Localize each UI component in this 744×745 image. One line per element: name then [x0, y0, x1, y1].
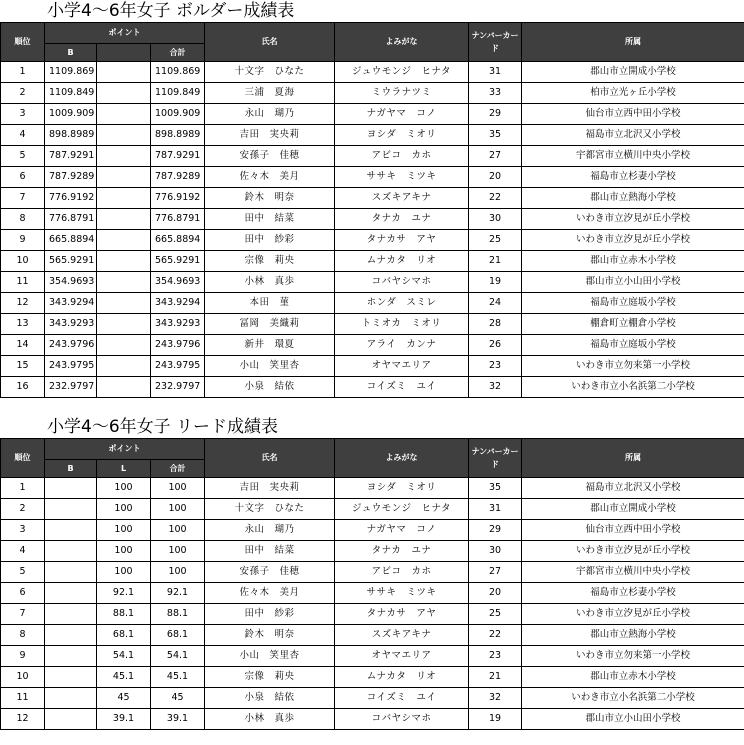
- table-row: [1, 604, 744, 625]
- total-cell: 243.9795: [151, 356, 205, 377]
- rank-cell: 16: [1, 377, 45, 398]
- name-cell: 安孫子 佳穂: [205, 562, 335, 583]
- header-b: B: [45, 460, 97, 478]
- b-points-cell: 243.9795: [45, 356, 97, 377]
- total-cell: 88.1: [151, 604, 205, 625]
- yomi-cell: ジュウモンジ ヒナタ: [335, 499, 469, 520]
- b-points-cell: 1109.869: [45, 62, 97, 83]
- b-points-cell: 354.9693: [45, 272, 97, 293]
- table-row: [1, 541, 744, 562]
- rank-cell: 9: [1, 646, 45, 667]
- l-points-cell: 92.1: [97, 583, 151, 604]
- number-cell: 22: [469, 625, 522, 646]
- total-cell: 100: [151, 478, 205, 499]
- table-row: [1, 125, 744, 146]
- number-cell: 22: [469, 188, 522, 209]
- school-cell: いわき市立汐見が丘小学校: [522, 230, 744, 251]
- b-points-cell: [45, 709, 97, 730]
- table-row: [1, 146, 744, 167]
- yomi-cell: コバヤシマホ: [335, 709, 469, 730]
- b-points-cell: 343.9294: [45, 293, 97, 314]
- yomi-cell: ササキ ミツキ: [335, 167, 469, 188]
- table-row: [1, 667, 744, 688]
- total-cell: 232.9797: [151, 377, 205, 398]
- total-cell: 1109.869: [151, 62, 205, 83]
- rank-cell: 1: [1, 62, 45, 83]
- b-points-cell: 343.9293: [45, 314, 97, 335]
- rank-cell: 2: [1, 499, 45, 520]
- header-number: ナンバーカード: [469, 23, 522, 62]
- school-cell: 宇都宮市立横川中央小学校: [522, 562, 744, 583]
- table-row: [1, 188, 744, 209]
- rank-cell: 3: [1, 520, 45, 541]
- rank-cell: 7: [1, 188, 45, 209]
- rank-cell: 4: [1, 125, 45, 146]
- blank-cell: [97, 251, 151, 272]
- school-cell: 郡山市立小山田小学校: [522, 709, 744, 730]
- name-cell: 十文字 ひなた: [205, 62, 335, 83]
- school-cell: 福島市立杉妻小学校: [522, 167, 744, 188]
- b-points-cell: [45, 562, 97, 583]
- yomi-cell: ムナカタ リオ: [335, 251, 469, 272]
- name-cell: 田中 紗彩: [205, 604, 335, 625]
- school-cell: いわき市立汐見が丘小学校: [522, 604, 744, 625]
- table-row: [1, 251, 744, 272]
- table-row: [1, 167, 744, 188]
- number-cell: 31: [469, 62, 522, 83]
- number-cell: 33: [469, 83, 522, 104]
- l-points-cell: 45.1: [97, 667, 151, 688]
- name-cell: 小林 真歩: [205, 709, 335, 730]
- school-cell: 福島市立北沢又小学校: [522, 125, 744, 146]
- b-points-cell: [45, 646, 97, 667]
- yomi-cell: アビコ カホ: [335, 146, 469, 167]
- total-cell: 776.8791: [151, 209, 205, 230]
- yomi-cell: ササキ ミツキ: [335, 583, 469, 604]
- number-cell: 21: [469, 251, 522, 272]
- table-row: [1, 377, 744, 398]
- school-cell: 郡山市立熱海小学校: [522, 625, 744, 646]
- table-row: [1, 520, 744, 541]
- yomi-cell: オヤマエリア: [335, 356, 469, 377]
- number-cell: 20: [469, 583, 522, 604]
- number-cell: 27: [469, 562, 522, 583]
- school-cell: 郡山市立赤木小学校: [522, 667, 744, 688]
- number-cell: 35: [469, 125, 522, 146]
- total-cell: 1109.849: [151, 83, 205, 104]
- header-total: 合計: [151, 44, 205, 62]
- b-points-cell: 787.9291: [45, 146, 97, 167]
- table-row: [1, 646, 744, 667]
- b-points-cell: 1009.909: [45, 104, 97, 125]
- blank-cell: [97, 230, 151, 251]
- number-cell: 20: [469, 167, 522, 188]
- name-cell: 新井 環夏: [205, 335, 335, 356]
- b-points-cell: [45, 667, 97, 688]
- number-cell: 26: [469, 335, 522, 356]
- total-cell: 100: [151, 499, 205, 520]
- name-cell: 鈴木 明奈: [205, 188, 335, 209]
- header-yomi: よみがな: [335, 439, 469, 478]
- name-cell: 吉田 実央莉: [205, 125, 335, 146]
- rank-cell: 8: [1, 209, 45, 230]
- header-name: 氏名: [205, 439, 335, 478]
- total-cell: 45: [151, 688, 205, 709]
- name-cell: 永山 瑚乃: [205, 104, 335, 125]
- b-points-cell: 776.9192: [45, 188, 97, 209]
- yomi-cell: コバヤシマホ: [335, 272, 469, 293]
- school-cell: 郡山市立開成小学校: [522, 499, 744, 520]
- school-cell: いわき市立汐見が丘小学校: [522, 541, 744, 562]
- school-cell: 郡山市立開成小学校: [522, 62, 744, 83]
- school-cell: 柏市立光ヶ丘小学校: [522, 83, 744, 104]
- yomi-cell: スズキアキナ: [335, 188, 469, 209]
- header-yomi: よみがな: [335, 23, 469, 62]
- b-points-cell: [45, 604, 97, 625]
- total-cell: 665.8894: [151, 230, 205, 251]
- total-cell: 54.1: [151, 646, 205, 667]
- total-cell: 92.1: [151, 583, 205, 604]
- b-points-cell: [45, 688, 97, 709]
- number-cell: 30: [469, 209, 522, 230]
- table-row: [1, 356, 744, 377]
- lead-title: 小学4～6年女子 リード成績表: [47, 417, 279, 437]
- table-row: [1, 709, 744, 730]
- total-cell: 243.9796: [151, 335, 205, 356]
- rank-cell: 12: [1, 709, 45, 730]
- yomi-cell: ナガヤマ コノ: [335, 520, 469, 541]
- l-points-cell: 100: [97, 520, 151, 541]
- rank-cell: 12: [1, 293, 45, 314]
- yomi-cell: ヨシダ ミオリ: [335, 478, 469, 499]
- total-cell: 787.9291: [151, 146, 205, 167]
- b-points-cell: 787.9289: [45, 167, 97, 188]
- school-cell: 棚倉町立棚倉小学校: [522, 314, 744, 335]
- table-row: [1, 688, 744, 709]
- b-points-cell: 565.9291: [45, 251, 97, 272]
- yomi-cell: ナガヤマ コノ: [335, 104, 469, 125]
- header-blank: [97, 44, 151, 62]
- b-points-cell: 243.9796: [45, 335, 97, 356]
- number-cell: 19: [469, 272, 522, 293]
- school-cell: 福島市立北沢又小学校: [522, 478, 744, 499]
- table-row: [1, 209, 744, 230]
- table-row: [1, 562, 744, 583]
- number-cell: 28: [469, 314, 522, 335]
- boulder-table: [0, 22, 744, 398]
- number-cell: 24: [469, 293, 522, 314]
- rank-cell: 11: [1, 688, 45, 709]
- rank-cell: 15: [1, 356, 45, 377]
- blank-cell: [97, 188, 151, 209]
- table-row: [1, 62, 744, 83]
- rank-cell: 5: [1, 146, 45, 167]
- school-cell: 福島市立庭坂小学校: [522, 293, 744, 314]
- total-cell: 68.1: [151, 625, 205, 646]
- blank-cell: [97, 272, 151, 293]
- boulder-title: 小学4～6年女子 ボルダー成績表: [47, 1, 295, 21]
- total-cell: 39.1: [151, 709, 205, 730]
- boulder-body: [1, 62, 744, 398]
- table-row: [1, 335, 744, 356]
- number-cell: 29: [469, 104, 522, 125]
- table-row: [1, 478, 744, 499]
- b-points-cell: 232.9797: [45, 377, 97, 398]
- table-row: [1, 230, 744, 251]
- name-cell: 田中 結菜: [205, 541, 335, 562]
- number-cell: 29: [469, 520, 522, 541]
- name-cell: 田中 紗彩: [205, 230, 335, 251]
- table-row: [1, 314, 744, 335]
- name-cell: 田中 結菜: [205, 209, 335, 230]
- rank-cell: 6: [1, 583, 45, 604]
- yomi-cell: ジュウモンジ ヒナタ: [335, 62, 469, 83]
- name-cell: 鈴木 明奈: [205, 625, 335, 646]
- table-row: [1, 293, 744, 314]
- school-cell: いわき市立勿来第一小学校: [522, 646, 744, 667]
- school-cell: 仙台市立西中田小学校: [522, 520, 744, 541]
- l-points-cell: 100: [97, 562, 151, 583]
- number-cell: 32: [469, 688, 522, 709]
- school-cell: いわき市立勿来第一小学校: [522, 356, 744, 377]
- total-cell: 787.9289: [151, 167, 205, 188]
- yomi-cell: トミオカ ミオリ: [335, 314, 469, 335]
- name-cell: 永山 瑚乃: [205, 520, 335, 541]
- header-number: ナンバーカード: [469, 439, 522, 478]
- total-cell: 100: [151, 541, 205, 562]
- b-points-cell: [45, 478, 97, 499]
- total-cell: 1009.909: [151, 104, 205, 125]
- rank-cell: 2: [1, 83, 45, 104]
- rank-cell: 13: [1, 314, 45, 335]
- l-points-cell: 88.1: [97, 604, 151, 625]
- school-cell: いわき市立小名浜第二小学校: [522, 377, 744, 398]
- header-rank: 順位: [1, 23, 45, 62]
- blank-cell: [97, 377, 151, 398]
- blank-cell: [97, 293, 151, 314]
- header-school: 所属: [522, 23, 744, 62]
- name-cell: 冨岡 美織莉: [205, 314, 335, 335]
- yomi-cell: アライ カンナ: [335, 335, 469, 356]
- rank-cell: 7: [1, 604, 45, 625]
- name-cell: 小山 笑里杏: [205, 356, 335, 377]
- number-cell: 32: [469, 377, 522, 398]
- rank-cell: 14: [1, 335, 45, 356]
- number-cell: 27: [469, 146, 522, 167]
- school-cell: 福島市立庭坂小学校: [522, 335, 744, 356]
- total-cell: 898.8989: [151, 125, 205, 146]
- l-points-cell: 39.1: [97, 709, 151, 730]
- yomi-cell: オヤマエリア: [335, 646, 469, 667]
- header-points: ポイント: [45, 439, 205, 460]
- name-cell: 佐々木 美月: [205, 583, 335, 604]
- school-cell: 郡山市立小山田小学校: [522, 272, 744, 293]
- header-b: B: [45, 44, 97, 62]
- b-points-cell: [45, 499, 97, 520]
- total-cell: 343.9294: [151, 293, 205, 314]
- name-cell: 三浦 夏海: [205, 83, 335, 104]
- total-cell: 343.9293: [151, 314, 205, 335]
- lead-table: [0, 438, 744, 730]
- table-row: [1, 104, 744, 125]
- b-points-cell: [45, 583, 97, 604]
- b-points-cell: [45, 625, 97, 646]
- school-cell: 郡山市立熱海小学校: [522, 188, 744, 209]
- name-cell: 小山 笑里杏: [205, 646, 335, 667]
- l-points-cell: 100: [97, 478, 151, 499]
- l-points-cell: 100: [97, 499, 151, 520]
- yomi-cell: ムナカタ リオ: [335, 667, 469, 688]
- total-cell: 354.9693: [151, 272, 205, 293]
- b-points-cell: 776.8791: [45, 209, 97, 230]
- yomi-cell: コイズミ ユイ: [335, 377, 469, 398]
- school-cell: 郡山市立赤木小学校: [522, 251, 744, 272]
- yomi-cell: タナカサ アヤ: [335, 604, 469, 625]
- school-cell: いわき市立小名浜第二小学校: [522, 688, 744, 709]
- blank-cell: [97, 146, 151, 167]
- table-row: [1, 83, 744, 104]
- number-cell: 23: [469, 356, 522, 377]
- number-cell: 31: [469, 499, 522, 520]
- number-cell: 30: [469, 541, 522, 562]
- header-total: 合計: [151, 460, 205, 478]
- name-cell: 十文字 ひなた: [205, 499, 335, 520]
- school-cell: いわき市立汐見が丘小学校: [522, 209, 744, 230]
- rank-cell: 3: [1, 104, 45, 125]
- l-points-cell: 100: [97, 541, 151, 562]
- name-cell: 小泉 結依: [205, 377, 335, 398]
- blank-cell: [97, 125, 151, 146]
- blank-cell: [97, 83, 151, 104]
- total-cell: 776.9192: [151, 188, 205, 209]
- name-cell: 小泉 結依: [205, 688, 335, 709]
- yomi-cell: コイズミ ユイ: [335, 688, 469, 709]
- yomi-cell: ミウラナツミ: [335, 83, 469, 104]
- rank-cell: 6: [1, 167, 45, 188]
- blank-cell: [97, 209, 151, 230]
- b-points-cell: [45, 520, 97, 541]
- rank-cell: 4: [1, 541, 45, 562]
- blank-cell: [97, 62, 151, 83]
- school-cell: 宇都宮市立横川中央小学校: [522, 146, 744, 167]
- name-cell: 佐々木 美月: [205, 167, 335, 188]
- yomi-cell: タナカ ユナ: [335, 209, 469, 230]
- header-school: 所属: [522, 439, 744, 478]
- yomi-cell: タナカ ユナ: [335, 541, 469, 562]
- lead-body: [1, 478, 744, 730]
- table-row: [1, 272, 744, 293]
- b-points-cell: 898.8989: [45, 125, 97, 146]
- total-cell: 565.9291: [151, 251, 205, 272]
- school-cell: 仙台市立西中田小学校: [522, 104, 744, 125]
- name-cell: 本田 菫: [205, 293, 335, 314]
- yomi-cell: ヨシダ ミオリ: [335, 125, 469, 146]
- rank-cell: 5: [1, 562, 45, 583]
- b-points-cell: [45, 541, 97, 562]
- number-cell: 25: [469, 230, 522, 251]
- l-points-cell: 54.1: [97, 646, 151, 667]
- header-name: 氏名: [205, 23, 335, 62]
- rank-cell: 1: [1, 478, 45, 499]
- rank-cell: 11: [1, 272, 45, 293]
- table-row: [1, 625, 744, 646]
- number-cell: 23: [469, 646, 522, 667]
- yomi-cell: アビコ カホ: [335, 562, 469, 583]
- total-cell: 100: [151, 562, 205, 583]
- name-cell: 宗像 莉央: [205, 251, 335, 272]
- total-cell: 100: [151, 520, 205, 541]
- name-cell: 安孫子 佳穂: [205, 146, 335, 167]
- yomi-cell: タナカサ アヤ: [335, 230, 469, 251]
- blank-cell: [97, 167, 151, 188]
- header-l: L: [97, 460, 151, 478]
- number-cell: 19: [469, 709, 522, 730]
- l-points-cell: 68.1: [97, 625, 151, 646]
- rank-cell: 10: [1, 251, 45, 272]
- number-cell: 21: [469, 667, 522, 688]
- rank-cell: 8: [1, 625, 45, 646]
- rank-cell: 9: [1, 230, 45, 251]
- rank-cell: 10: [1, 667, 45, 688]
- b-points-cell: 1109.849: [45, 83, 97, 104]
- blank-cell: [97, 335, 151, 356]
- number-cell: 35: [469, 478, 522, 499]
- name-cell: 吉田 実央莉: [205, 478, 335, 499]
- yomi-cell: ホンダ スミレ: [335, 293, 469, 314]
- school-cell: 福島市立杉妻小学校: [522, 583, 744, 604]
- table-row: [1, 499, 744, 520]
- yomi-cell: スズキアキナ: [335, 625, 469, 646]
- blank-cell: [97, 104, 151, 125]
- blank-cell: [97, 314, 151, 335]
- name-cell: 小林 真歩: [205, 272, 335, 293]
- total-cell: 45.1: [151, 667, 205, 688]
- l-points-cell: 45: [97, 688, 151, 709]
- name-cell: 宗像 莉央: [205, 667, 335, 688]
- number-cell: 25: [469, 604, 522, 625]
- header-points: ポイント: [45, 23, 205, 44]
- header-rank: 順位: [1, 439, 45, 478]
- table-row: [1, 583, 744, 604]
- b-points-cell: 665.8894: [45, 230, 97, 251]
- blank-cell: [97, 356, 151, 377]
